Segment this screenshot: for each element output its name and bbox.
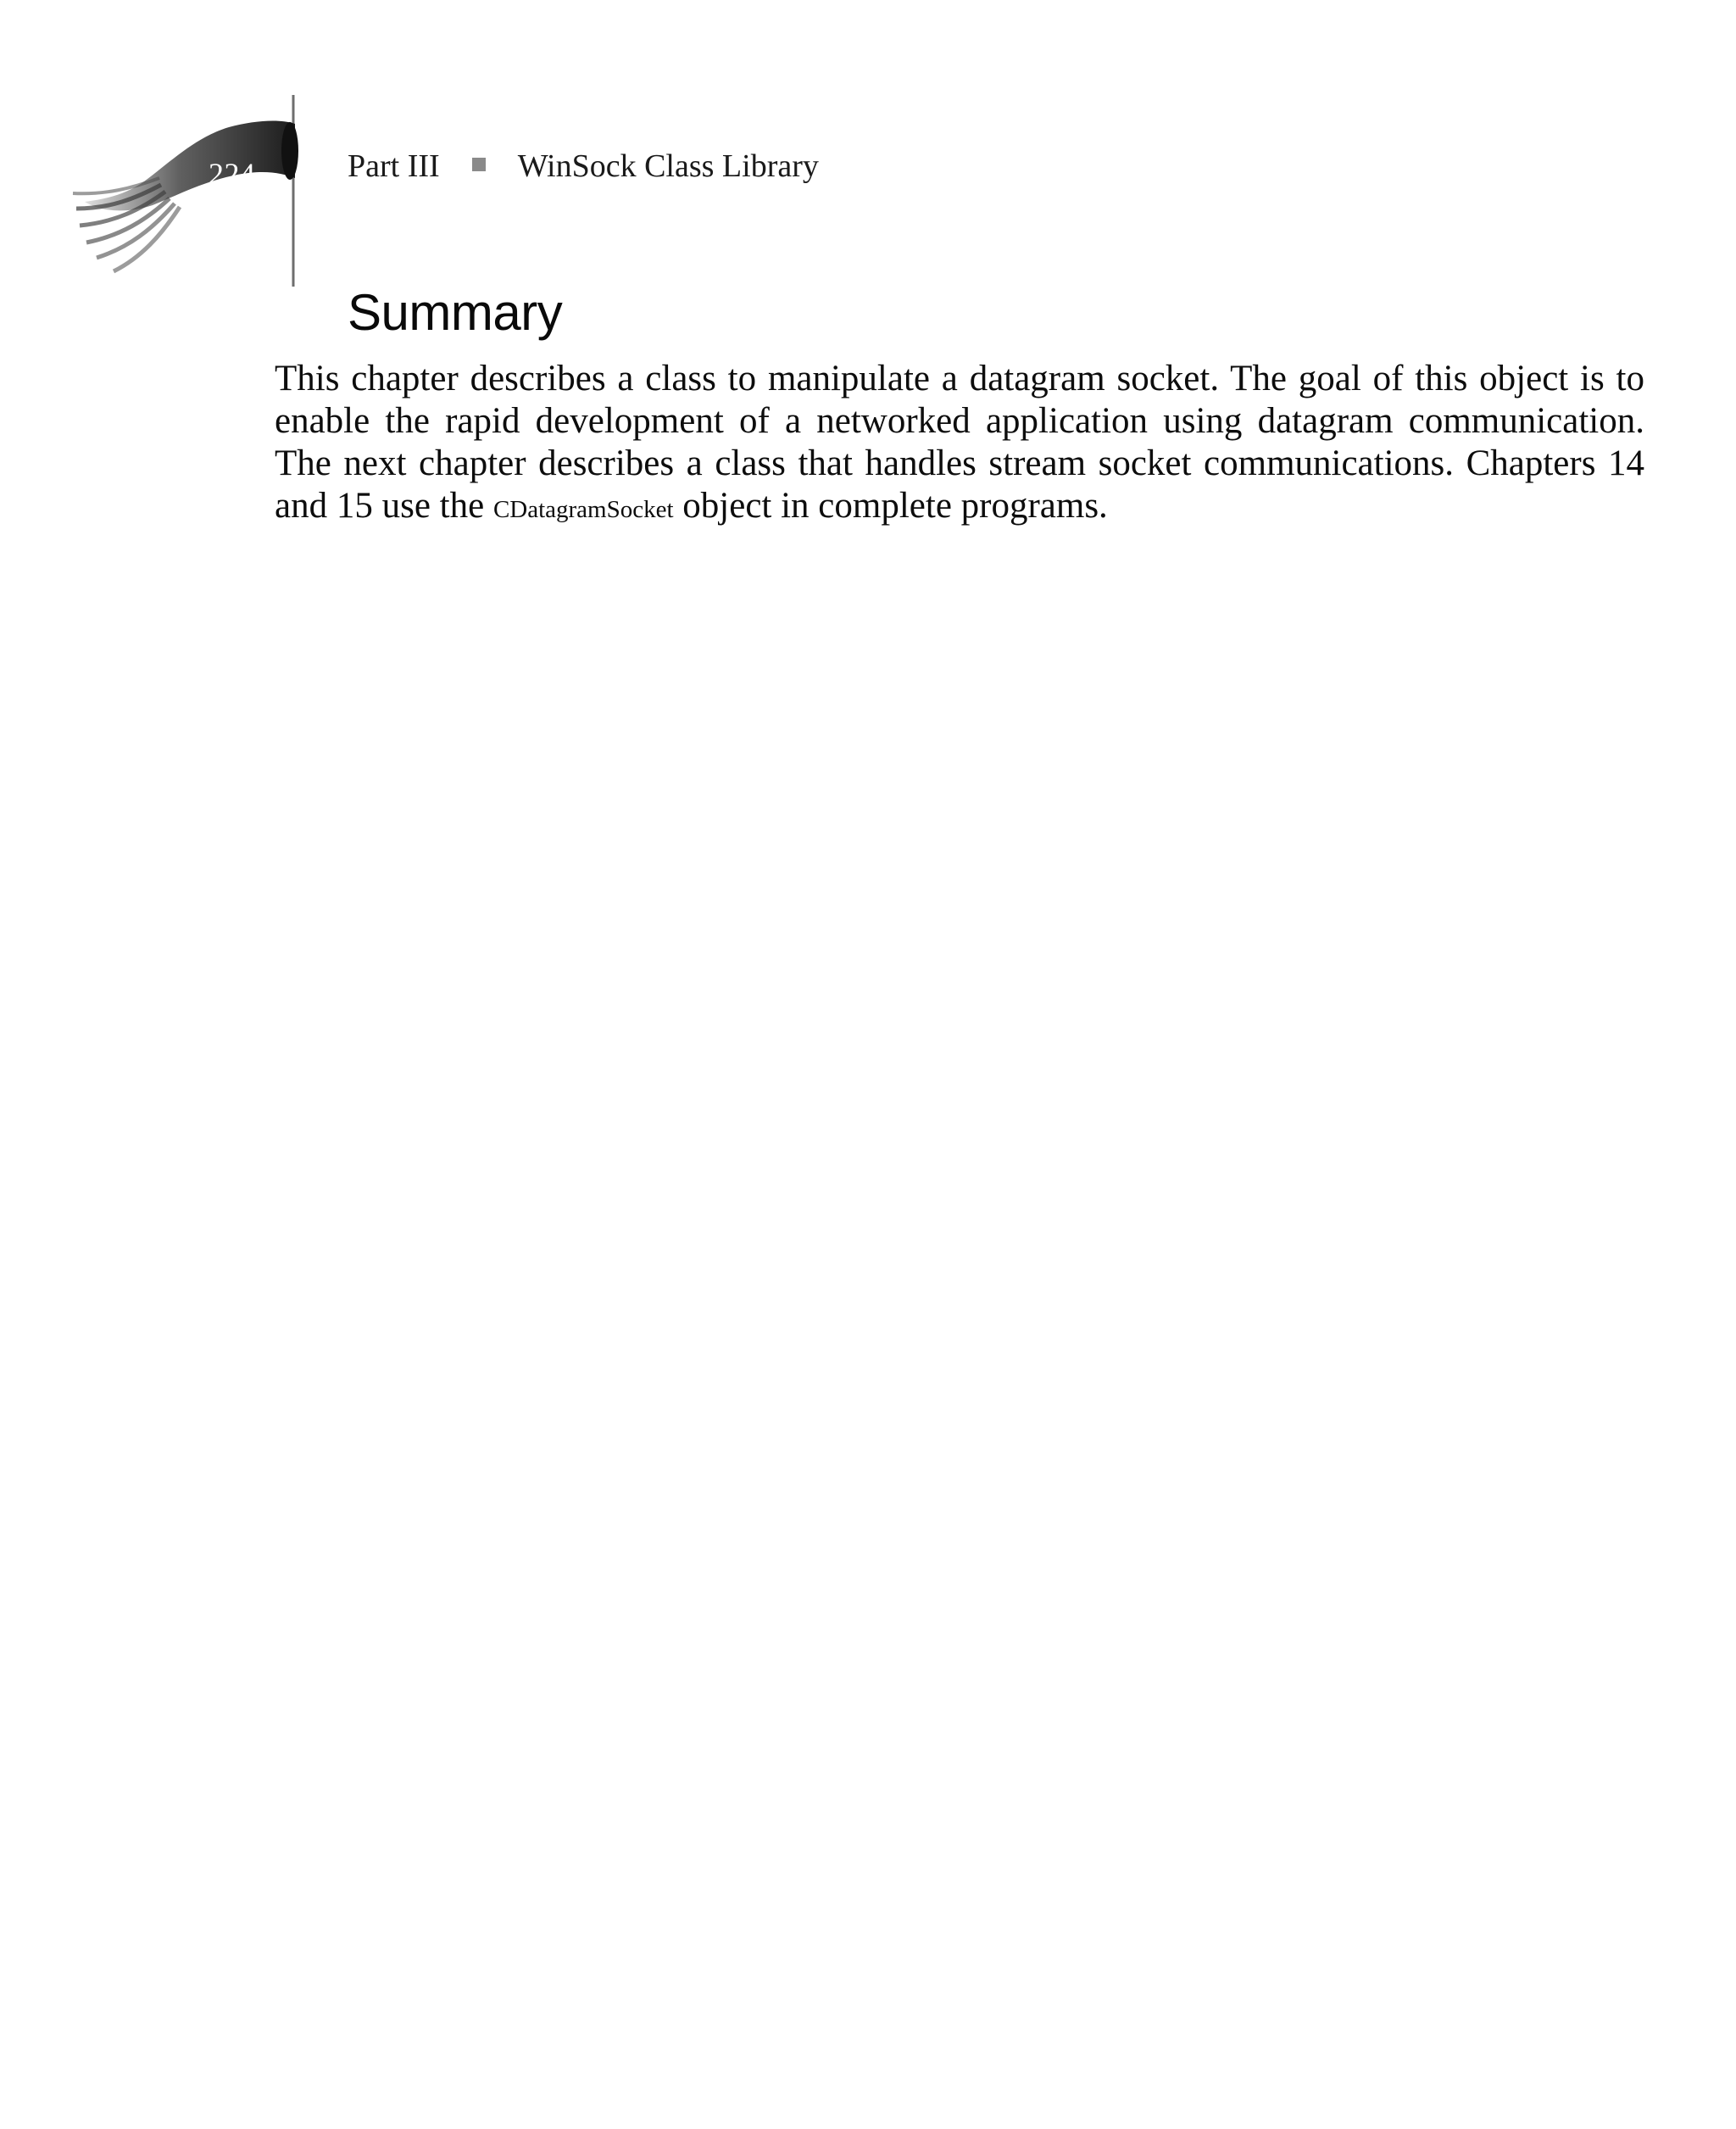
summary-paragraph bbox=[275, 358, 1644, 531]
section-heading: Summary bbox=[348, 284, 563, 341]
square-bullet-icon bbox=[472, 158, 486, 171]
paragraph-text-end: object in complete programs. bbox=[673, 486, 1108, 526]
page-number: 224 bbox=[209, 157, 256, 191]
book-section-title: WinSock Class Library bbox=[517, 148, 819, 184]
running-head bbox=[348, 148, 819, 185]
paragraph-text-start: This chapter describes a class to manipulate a datagram socket. The goal of this object is to enable the rapid development of a networked application using datagram communication. The next chapter describes a class that handles stream socket communications. Chapters 14 and 15 use the bbox=[275, 359, 1644, 526]
page-flag-icon bbox=[68, 93, 322, 297]
page-header bbox=[0, 0, 1736, 305]
class-name-code: CDatagramSocket bbox=[492, 496, 674, 523]
part-label: Part III bbox=[348, 148, 440, 184]
